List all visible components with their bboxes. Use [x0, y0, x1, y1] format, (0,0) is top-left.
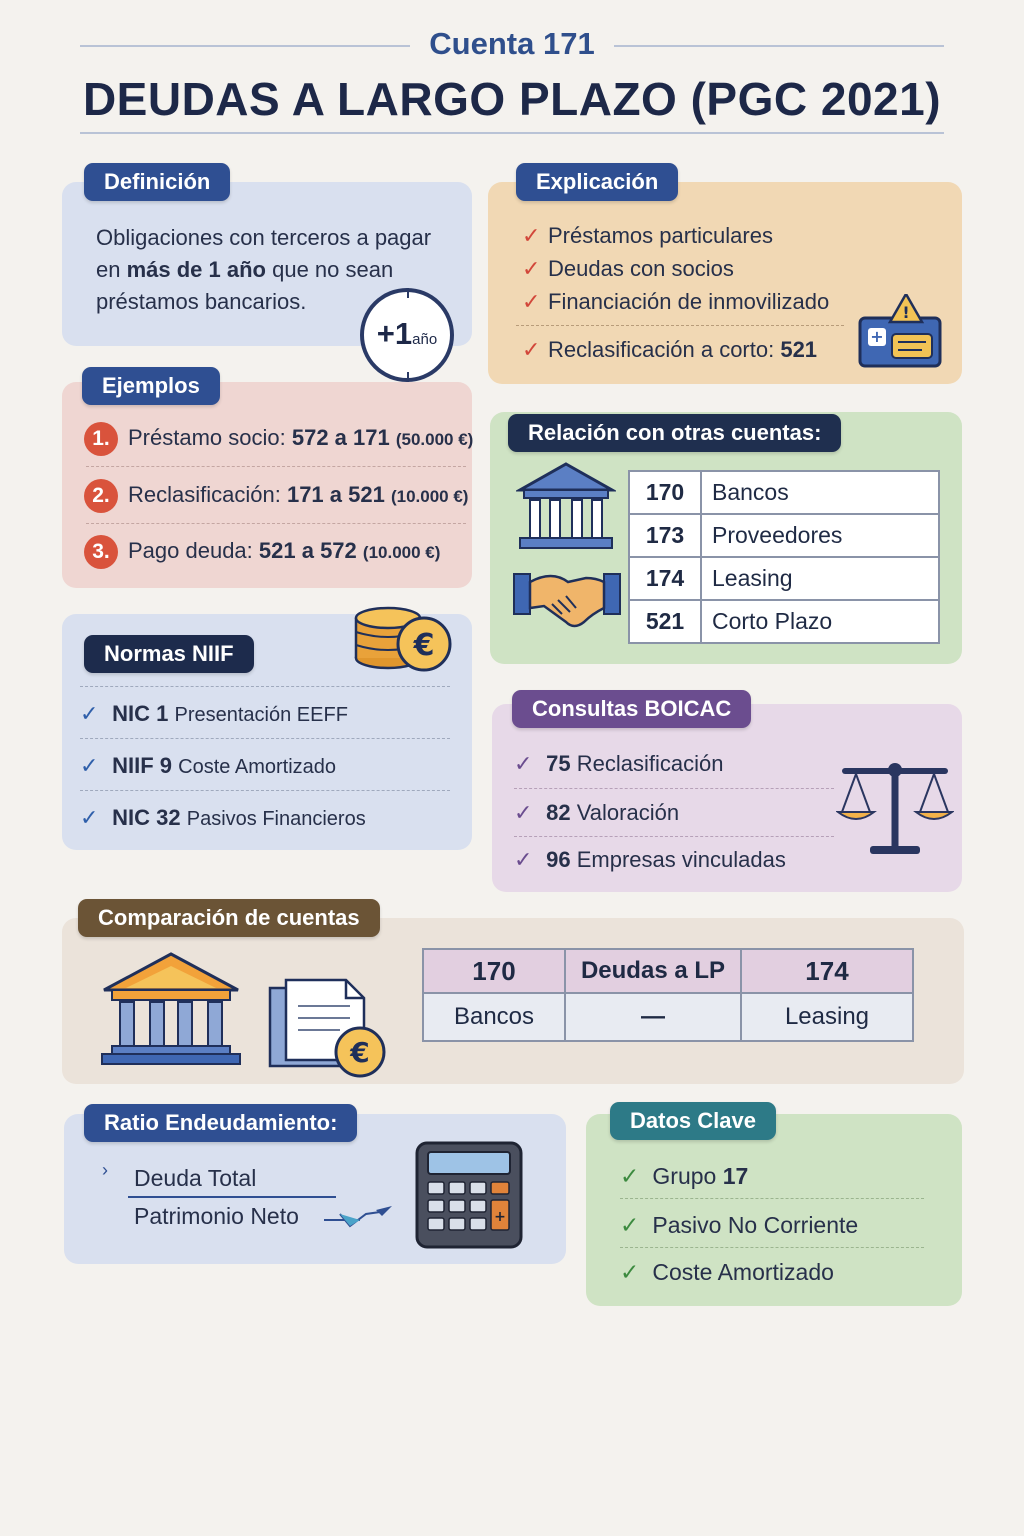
- niif-item: ✓ NIC 32 Pasivos Financieros: [80, 802, 366, 835]
- boicac-tab: Consultas BOICAC: [512, 690, 751, 728]
- bank-icon: [516, 462, 616, 557]
- check-icon: ✓: [80, 701, 99, 726]
- datos-item: ✓ Coste Amortizado: [620, 1256, 834, 1288]
- ejemplo-row: 1. Préstamo socio: 572 a 171 (50.000 €): [84, 422, 473, 456]
- niif-tab: Normas NIIF: [84, 635, 254, 673]
- comparacion-card: [62, 918, 964, 1084]
- clock-badge-main: +1: [376, 316, 413, 351]
- ejemplos-tab: Ejemplos: [82, 367, 220, 405]
- boicac-card: [492, 704, 962, 892]
- clock-icon: [360, 288, 454, 382]
- datos-item: ✓ Grupo 17: [620, 1160, 748, 1192]
- check-icon: ✓: [80, 753, 99, 778]
- check-icon: ✓: [522, 256, 541, 281]
- pen-stroke-icon: [320, 1204, 396, 1235]
- check-icon: ✓: [514, 800, 533, 825]
- page-subtitle: Cuenta 171: [429, 26, 595, 61]
- check-icon: ✓: [522, 289, 541, 314]
- datos-item: ✓ Pasivo No Corriente: [620, 1209, 858, 1241]
- comparacion-table: [422, 948, 914, 1042]
- divider: [620, 1198, 924, 1199]
- check-icon: ✓: [522, 223, 541, 248]
- table-row: 174 Leasing: [629, 557, 939, 600]
- ratio-tab: Ratio Endeudamiento:: [84, 1104, 357, 1142]
- niif-item: ✓ NIC 1 Presentación EEFF: [80, 698, 348, 731]
- document-euro-icon: [266, 976, 390, 1085]
- table-row: 521 Corto Plazo: [629, 600, 939, 643]
- explicacion-item: ✓ Financiación de inmovilizado: [522, 286, 829, 318]
- divider: [516, 325, 844, 326]
- svg-text:€: €: [350, 1036, 370, 1069]
- check-icon: ✓: [620, 1163, 640, 1189]
- divider: [86, 523, 466, 524]
- divider: [80, 738, 450, 739]
- divider: [514, 788, 834, 789]
- comparacion-tab: Comparación de cuentas: [78, 899, 380, 937]
- explicacion-tab: Explicación: [516, 163, 678, 201]
- handshake-icon: [512, 564, 622, 639]
- ejemplos-card: [62, 382, 472, 588]
- relacion-tab: Relación con otras cuentas:: [508, 414, 841, 452]
- ratio-numerator: Deuda Total: [134, 1165, 257, 1191]
- page-title: DEUDAS A LARGO PLAZO (PGC 2021): [82, 73, 942, 125]
- boicac-item: ✓ 82 Valoración: [514, 797, 679, 829]
- check-icon: ✓: [620, 1259, 640, 1285]
- check-icon: ✓: [522, 337, 541, 362]
- table-row: Bancos — Leasing: [423, 993, 913, 1041]
- ejemplo-row: 3. Pago deuda: 521 a 572 (10.000 €): [84, 535, 440, 569]
- coins-euro-icon: [352, 600, 456, 681]
- divider: [80, 790, 450, 791]
- clock-badge-small: año: [412, 331, 438, 348]
- check-icon: ✓: [80, 805, 99, 830]
- svg-text:+: +: [494, 1209, 506, 1225]
- table-row: 173 Proveedores: [629, 514, 939, 557]
- scales-icon: [836, 760, 954, 865]
- calculator-icon: [414, 1140, 524, 1255]
- definicion-line-1: Obligaciones con terceros a pagar: [96, 225, 432, 250]
- explicacion-item: ✓ Deudas con socios: [522, 253, 734, 285]
- explicacion-item: ✓ Préstamos particulares: [522, 220, 773, 252]
- svg-text:+: +: [870, 327, 884, 346]
- svg-text:€: €: [413, 628, 435, 663]
- table-header-row: 170 Deudas a LP 174: [423, 949, 913, 993]
- bank-icon: [98, 950, 244, 1073]
- definicion-line-2: en más de 1 año que no sean: [96, 257, 394, 282]
- explicacion-card: [488, 182, 962, 384]
- check-icon: ✓: [514, 847, 533, 872]
- divider: [86, 466, 466, 467]
- ratio-denominator: Patrimonio Neto: [134, 1203, 299, 1229]
- check-icon: ✓: [514, 751, 533, 776]
- id-card-warning-icon: [858, 294, 942, 368]
- niif-item: ✓ NIIF 9 Coste Amortizado: [80, 750, 336, 783]
- check-icon: ✓: [620, 1212, 640, 1238]
- boicac-item: ✓ 96 Empresas vinculadas: [514, 844, 786, 876]
- chevron-right-icon: ›: [102, 1160, 108, 1180]
- header-rule-bottom: [80, 132, 944, 134]
- relacion-table: [628, 470, 940, 644]
- datos-card: [586, 1114, 962, 1306]
- explicacion-reclass: ✓ Reclasificación a corto: 521: [522, 334, 817, 366]
- datos-tab: Datos Clave: [610, 1102, 776, 1140]
- divider: [514, 836, 834, 837]
- definicion-tab: Definición: [84, 163, 230, 201]
- ejemplo-row: 2. Reclasificación: 171 a 521 (10.000 €): [84, 479, 468, 513]
- svg-text:!: !: [902, 303, 910, 322]
- divider: [620, 1247, 924, 1248]
- fraction-line: [128, 1196, 336, 1198]
- definicion-line-3: préstamos bancarios.: [96, 289, 307, 314]
- divider: [80, 686, 450, 687]
- table-row: 170 Bancos: [629, 471, 939, 514]
- boicac-item: ✓ 75 Reclasificación: [514, 748, 723, 780]
